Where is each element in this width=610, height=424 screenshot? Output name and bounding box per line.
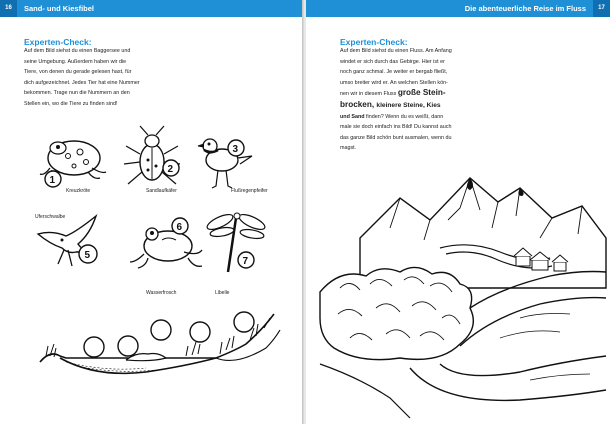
right-page-number: 17	[593, 0, 610, 17]
animal-name-2: Sandlaufkäfer	[146, 188, 177, 194]
lake-cross-section	[36, 300, 286, 380]
dragonfly-illustration	[200, 208, 270, 280]
left-heading: Experten-Check:	[24, 37, 92, 47]
emphasis-large-stones: große Stein-	[397, 88, 446, 98]
left-header-title: Sand- und Kiesfibel	[24, 4, 95, 13]
right-heading: Experten-Check:	[340, 37, 408, 47]
animal-name-5: Uferschwalbe	[35, 214, 66, 220]
house-icon	[554, 262, 566, 271]
right-text-line: male sie doch einfach ins Bild! Du kannst auch	[340, 124, 452, 131]
right-text-line	[340, 112, 540, 123]
left-text-line: Stellen ein, wo die Tiere zu finden sind!	[24, 100, 118, 107]
right-text-line	[340, 88, 540, 100]
plover-illustration	[198, 130, 270, 192]
left-text-line: Tiere, von denen du gerade gelesen hast, für	[24, 69, 132, 76]
left-text-line: seine Umgebung. Außerdem haben wir die	[24, 58, 127, 65]
animal-name-7: Libelle	[215, 290, 230, 296]
left-header-bar	[0, 0, 304, 17]
right-text-line: windet er sich durch das Gebirge. Hier ist er	[340, 58, 445, 65]
left-page	[0, 0, 304, 424]
right-body-text	[340, 46, 540, 154]
number-circle	[151, 320, 171, 340]
animal-name-1: Kreuzkröte	[66, 188, 91, 194]
house-icon	[532, 260, 548, 270]
forest-area	[320, 267, 473, 359]
animal-name-6: Wasserfrosch	[146, 290, 177, 296]
frog-illustration	[128, 210, 208, 280]
number-circle	[234, 312, 254, 332]
left-body-text	[24, 46, 164, 110]
left-text-line: bekommen. Trage nun die Nummern an den	[24, 90, 130, 97]
animal-name-3: Flußregenpfeifer	[231, 188, 268, 194]
right-header-title: Die abenteuerliche Reise im Fluss	[464, 4, 586, 13]
animal-number-2: 2	[167, 164, 174, 175]
house-icon	[516, 256, 530, 266]
left-text-line: Auf dem Bild siehst du einen Baggersee und	[24, 48, 131, 54]
left-text-line: dich aufgezeichnet. Jedes Tier hat eine Nummer	[24, 79, 140, 86]
right-text-span: nen wir in diesem Fluss	[340, 91, 398, 98]
right-text-line: umso breiter wird er. An welchen Stellen kön-	[340, 79, 448, 86]
right-page	[306, 0, 610, 424]
emphasis-small-stones: kleinere Steine, Kies	[376, 101, 441, 109]
animal-number-1: 1	[49, 175, 56, 186]
number-circle	[190, 322, 210, 342]
number-circle	[118, 336, 138, 356]
right-text-line: das ganze Bild schön bunt ausmalen, wenn du	[340, 134, 452, 141]
riverbank-lower	[460, 298, 606, 346]
right-text-line	[340, 100, 540, 112]
emphasis-sand: und Sand	[340, 113, 365, 120]
animal-number-6: 6	[176, 222, 183, 233]
animal-number-5: 5	[84, 250, 91, 261]
river-landscape-illustration	[320, 168, 606, 418]
emphasis-large-stones-cont: brocken,	[340, 99, 377, 109]
right-text-span: finden? Wenn du es weißt, dann	[364, 113, 444, 120]
right-header-bar	[306, 0, 610, 17]
left-page-number: 16	[0, 0, 17, 17]
animal-number-3: 3	[232, 144, 239, 155]
right-text-line: Auf dem Bild siehst du einen Fluss. Am Anfang	[340, 48, 452, 54]
river-lower	[440, 356, 606, 376]
animal-number-7: 7	[242, 256, 249, 267]
swallow-illustration	[36, 214, 116, 274]
number-circle	[84, 337, 104, 357]
right-text-line: magst.	[340, 145, 357, 152]
right-text-line: noch ganz schmal. Je weiter er bergab fließt,	[340, 69, 448, 76]
